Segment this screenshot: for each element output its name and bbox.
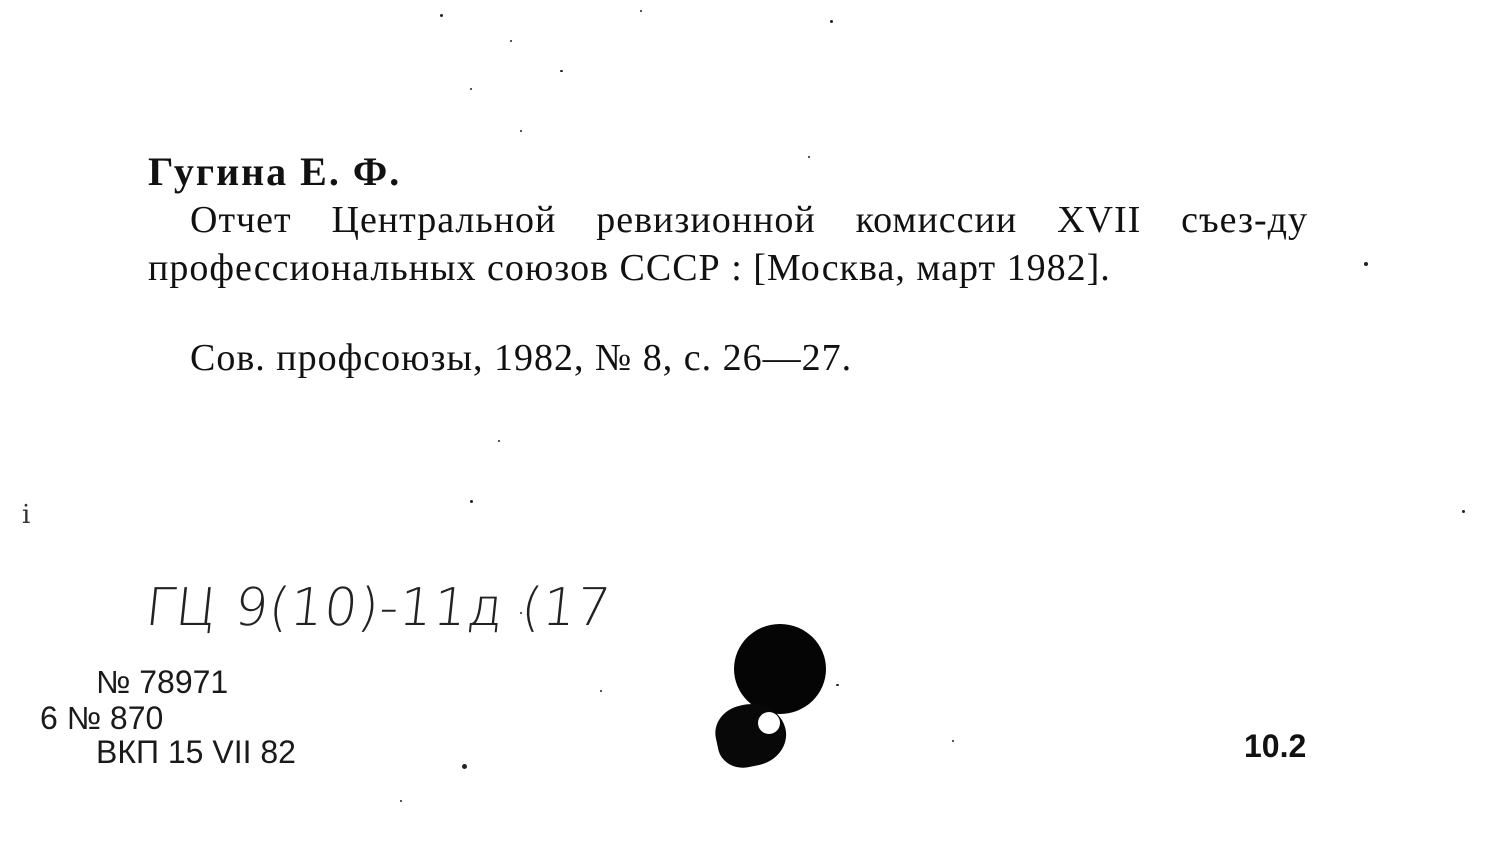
accession-number: № 78971 xyxy=(96,664,229,700)
registry-stamp: ВКП 15 VII 82 xyxy=(96,734,296,770)
torn-hole-notch xyxy=(758,712,780,734)
source-citation: Сов. профсоюзы, 1982, № 8, с. 26—27. xyxy=(190,337,853,379)
edge-mark: ⅰ xyxy=(22,500,31,529)
punch-hole xyxy=(734,624,826,714)
stamp-number: 6 № 870 xyxy=(40,700,164,736)
title-description: Отчет Центральной ревизионной комиссии XVII съез-ду профессиональных союзов СССР : [Москва, март 1982]. xyxy=(148,199,1308,289)
handwritten-shelfmark: ГЦ 9(10)-11д (17 xyxy=(142,578,614,638)
author-heading: Гугина Е. Ф. xyxy=(148,149,402,194)
page-code: 10.2 xyxy=(1244,728,1307,764)
